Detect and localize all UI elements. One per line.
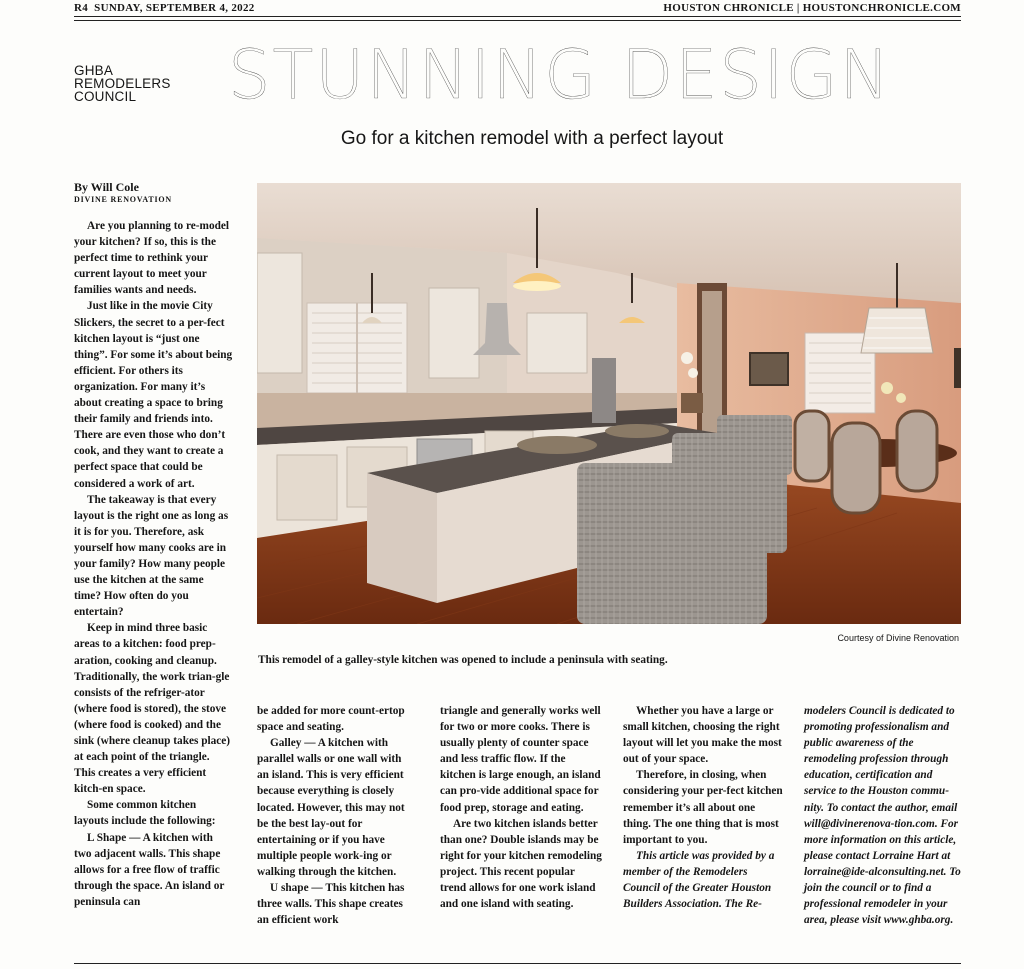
article-column-3 — [440, 703, 602, 912]
paragraph: Keep in mind three basic areas to a kitchen: food prep-aration, cooking and cleanup. Traditionally, the work trian-gle consists of the refriger-ator (where food is stored), the stove (where food is cooked) and the sink (where cleanup takes place) at each point of the triangle. This creates a very efficient kitch-en space. — [74, 622, 231, 796]
header-rule — [74, 16, 961, 17]
newspaper-name: HOUSTON CHRONICLE | HOUSTONCHRONICLE.COM — [663, 2, 961, 14]
header-rule-thin — [74, 20, 961, 21]
paragraph: Are you planning to re-model your kitchen? If so, this is the perfect time to rethink your current layout to meet your families wants and needs. — [74, 220, 230, 297]
paragraph: Just like in the movie City Slickers, the secret to a per-fect kitchen layout is “just one thing”. For some it’s about being efficient. For others its organization. For many it’s about creating a space to bring their family and friends into. There are even those who don’t cook, and they want to create a perfect space that could be considered a work of art. — [74, 300, 233, 490]
byline-affiliation: DIVINE RENOVATION — [74, 195, 172, 204]
paragraph: Galley — A kitchen with parallel walls or one wall with an island. This is very efficient because everything is closely located. However, this may not be the best lay-out for entertaining or if you have multiple people work-ing or walking through the kitchen. — [257, 737, 405, 878]
paragraph: This article was provided by a member of the Remodelers Council of the Greater Houston Builders Association. The Re- — [623, 849, 775, 911]
paragraph: Therefore, in closing, when considering your per-fect kitchen remember it’s all about one thing. The one thing that is most important to you. — [623, 769, 783, 846]
paragraph: triangle and generally works well for two or more cooks. There is usually plenty of counter space and less traffic flow. If the kitchen is large enough, an island can pro-vide additional space for food prep, storage and eating. — [440, 705, 601, 814]
paragraph: be added for more count-ertop space and seating. — [257, 705, 405, 734]
headline: STUNNING DESIGN — [228, 36, 892, 115]
article-column-2 — [257, 703, 416, 928]
paragraph: modelers Council is dedicated to promoting professionalism and public awareness of the remodeling profession through education, certification and service to the Houston commu-nity. To contact the author, email will@divinerenova-tion.com. For more information on this article, please contact Lorraine Hart at lorraine@ide-alconsulting.net. To join the council or to find a professional remodeler in your area, please visit www.ghba.org. — [804, 705, 961, 927]
page-folio: R4 SUNDAY, SEPTEMBER 4, 2022 — [74, 2, 255, 14]
section-kicker: GHBA REMODELERS COUNCIL — [74, 63, 171, 104]
byline: By Will Cole — [74, 180, 139, 194]
footer-rule — [74, 963, 961, 964]
article-column-5 — [804, 703, 962, 928]
paragraph: Are two kitchen islands better than one? Double islands may be right for your kitchen remodeling project. This recent popular trend allows for one work island and one island with seating. — [440, 817, 602, 911]
deck: Go for a kitchen remodel with a perfect layout — [340, 128, 724, 149]
paragraph: L Shape — A kitchen with two adjacent walls. This shape allows for a free flow of traffic through the space. An island or peninsula can — [74, 831, 225, 908]
paragraph: The takeaway is that every layout is the right one as long as it is for you. Therefore, ask yourself how many cooks are in your family? How many people use the kitchen at the same time? How often do you entertain? — [74, 493, 229, 619]
kitchen-photo — [257, 183, 961, 624]
article-column-1 — [74, 218, 233, 910]
photo-credit: Courtesy of Divine Renovation — [837, 633, 959, 643]
photo-caption: This remodel of a galley-style kitchen was opened to include a peninsula with seating. — [258, 654, 668, 666]
article-column-4 — [623, 703, 785, 912]
paragraph: U shape — This kitchen has three walls. This shape creates an efficient work — [257, 882, 405, 927]
paragraph: Some common kitchen layouts include the following: — [74, 799, 216, 828]
paragraph: Whether you have a large or small kitchen, choosing the right layout will let you make the most out of your space. — [623, 705, 782, 766]
